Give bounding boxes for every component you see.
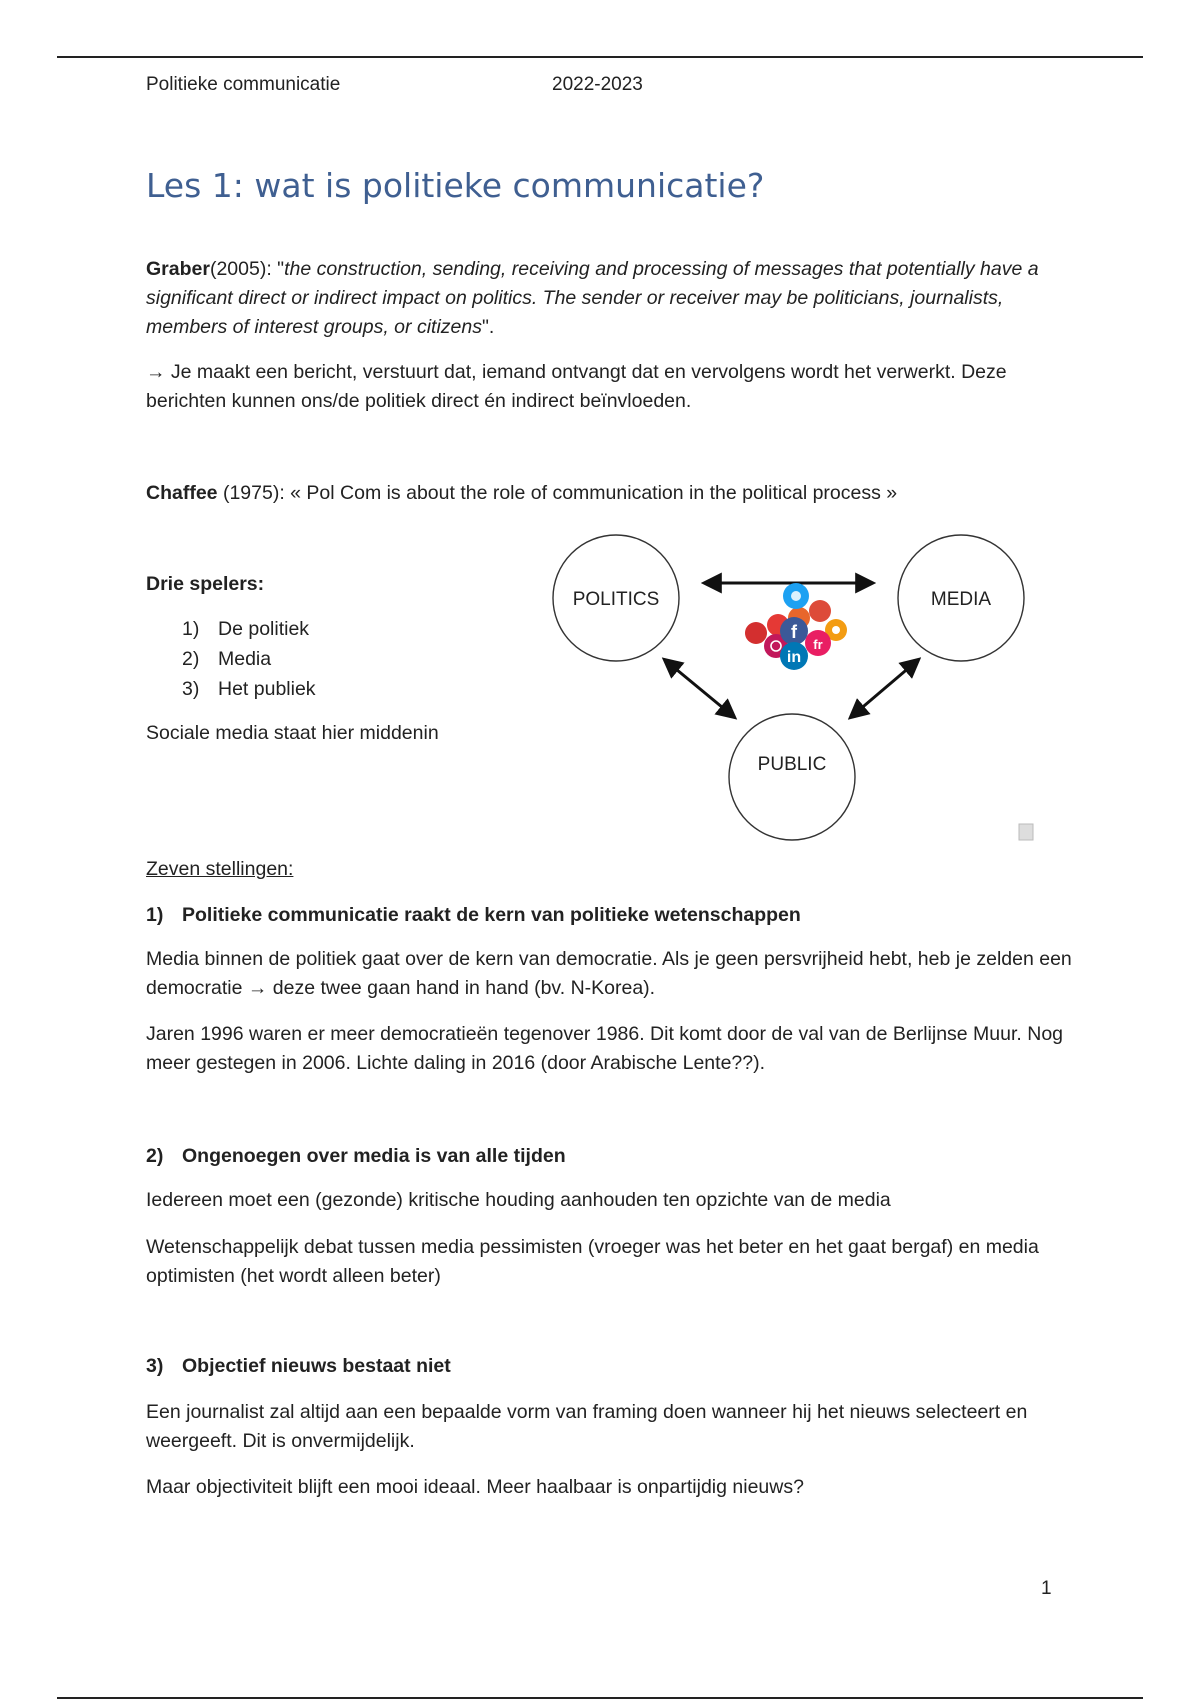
linkedin-icon: in xyxy=(786,649,802,666)
list-item xyxy=(182,674,522,704)
chaffee-text: (1975): « Pol Com is about the role of communication in the political process » xyxy=(217,482,898,504)
statement-3-paragraph-1: Een journalist zal altijd aan een bepaalde vorm van framing doen wanneer hij het nieuws selecteert en weergeeft. Dit is onvermijdelijk. xyxy=(146,1401,1028,1452)
statement-3-paragraph-2: Maar objectiviteit blijft een mooi ideaal. Meer haalbaar is onpartijdig nieuws? xyxy=(146,1476,804,1498)
graber-quote-close: ". xyxy=(481,316,495,338)
list-number: 2) xyxy=(182,648,200,670)
list-label: Media xyxy=(218,648,272,670)
list-label: De politiek xyxy=(218,618,310,640)
statement-title-text: Objectief nieuws bestaat niet xyxy=(182,1355,451,1377)
definition-explanation: → Je maakt een bericht, verstuurt dat, iemand ontvangt dat en vervolgens wordt het verwerkt. Deze berichten kunnen ons/de politiek direct én indirect beïnvloeden. xyxy=(146,361,1007,412)
list-label: Het publiek xyxy=(218,678,316,700)
list-item xyxy=(182,644,522,674)
header-rule xyxy=(57,56,1143,58)
graber-author: Graber xyxy=(146,258,210,280)
statement-1-title xyxy=(146,901,1076,930)
page-title: Les 1: wat is politieke communicatie? xyxy=(146,166,765,205)
players-list xyxy=(182,614,522,704)
header-year: 2022-2023 xyxy=(552,74,643,95)
social-media-icon xyxy=(745,583,847,670)
statement-2-paragraph-1: Iedereen moet een (gezonde) kritische houding aanhouden ten opzichte van de media xyxy=(146,1189,891,1211)
public-label: PUBLIC xyxy=(757,754,827,775)
list-number: 3) xyxy=(182,678,200,700)
page-number: 1 xyxy=(1041,1578,1052,1599)
graber-year: (2005): xyxy=(209,258,278,280)
arrow-media-public xyxy=(851,660,918,717)
graber-quote: the construction, sending, receiving and processing of messages that potentially have a significant direct or indirect impact on politics. The sender or receiver may be politicians, journalists, members of interest groups, or citizens xyxy=(146,258,1039,338)
public-circle xyxy=(729,714,855,840)
statement-3-title xyxy=(146,1352,1076,1381)
statement-number: 3) xyxy=(146,1355,164,1377)
social-media-note: Sociale media staat hier middenin xyxy=(146,722,439,744)
players-heading-text: Drie spelers: xyxy=(146,573,265,595)
politics-label: POLITICS xyxy=(572,589,660,610)
statement-2-paragraph-2: Wetenschappelijk debat tussen media pessimisten (vroeger was het beter en het gaat bergaf) en media optimisten (het wordt alleen beter) xyxy=(146,1236,1039,1287)
statements-heading xyxy=(146,855,1076,884)
chaffee-definition xyxy=(146,479,1076,508)
statement-number: 2) xyxy=(146,1145,164,1167)
statement-title-text: Ongenoegen over media is van alle tijden xyxy=(182,1145,566,1167)
image-placeholder-icon xyxy=(1019,824,1033,840)
facebook-icon: f xyxy=(791,622,797,642)
page-header xyxy=(146,74,643,96)
friendfeed-icon: fr xyxy=(813,637,823,652)
statement-1-paragraph-2: Jaren 1996 waren er meer democratieën tegenover 1986. Dit komt door de val van de Berlijnse Muur. Nog meer gestegen in 2006. Lichte daling in 2016 (door Arabische Lente??). xyxy=(146,1023,1064,1074)
footer-rule xyxy=(57,1697,1143,1699)
statement-title-text: Politieke communicatie raakt de kern van politieke wetenschappen xyxy=(182,904,801,926)
graber-quote-open: " xyxy=(277,258,285,280)
chaffee-author: Chaffee xyxy=(146,482,218,504)
statement-number: 1) xyxy=(146,904,164,926)
arrow-politics-public xyxy=(665,660,734,717)
graber-definition xyxy=(146,255,1076,342)
header-course: Politieke communicatie xyxy=(146,74,341,95)
list-item xyxy=(182,614,522,644)
media-label: MEDIA xyxy=(930,589,992,610)
politics-media-public-diagram xyxy=(528,530,1048,850)
statements-heading-text: Zeven stellingen: xyxy=(146,858,294,880)
statement-1-paragraph-1: Media binnen de politiek gaat over de kern van democratie. Als je geen persvrijheid hebt, heb je zelden een democratie → deze twee gaan hand in hand (bv. N-Korea). xyxy=(146,948,1072,999)
statement-2-title xyxy=(146,1142,1076,1171)
list-number: 1) xyxy=(182,618,200,640)
players-heading xyxy=(146,570,526,599)
